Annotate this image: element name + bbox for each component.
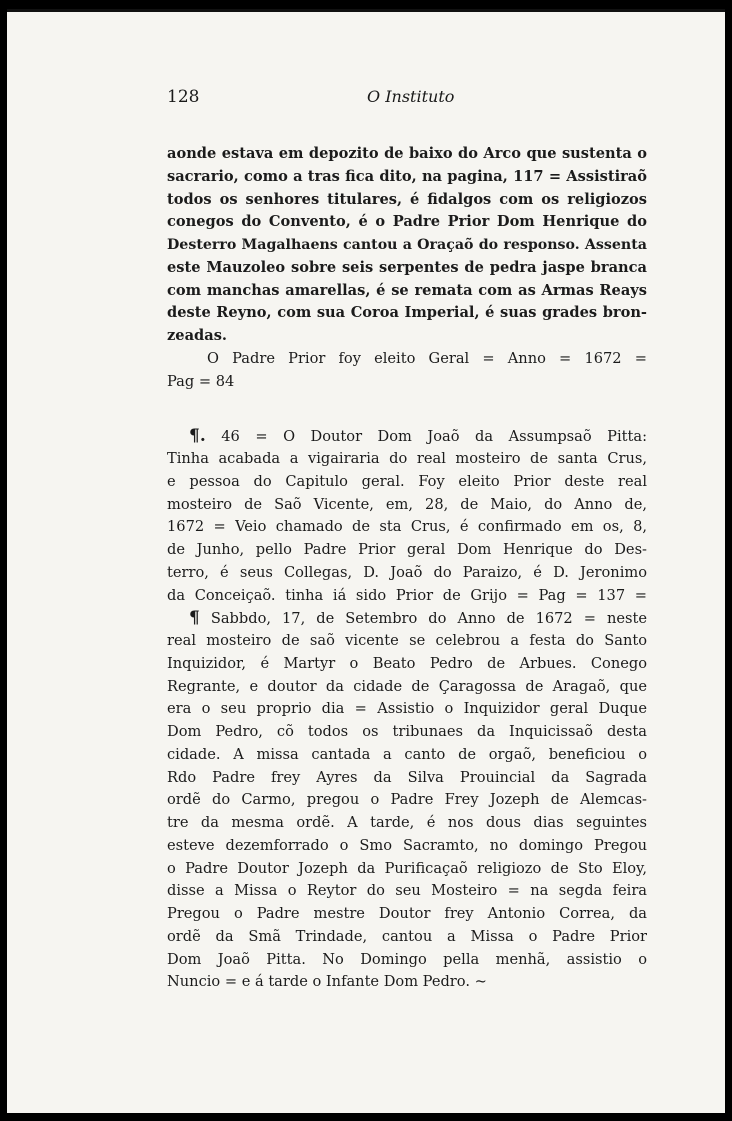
page-header [167, 87, 637, 117]
text-line: deste Reyno, com sua Coroa Imperial, é suas grades bron- [167, 304, 647, 322]
text-line-content: Sabbdo, 17, de Setembro do Anno de 1672 = neste [210, 610, 647, 628]
paragraph-prior-election [167, 348, 647, 394]
paragraph-festival-entry [167, 607, 647, 994]
text-line: da Conceiçaõ. tinha iá sido Prior de Grijo = Pag = 137 = [167, 586, 647, 604]
text-line: Tinha acabada a vigairaria do real mosteiro de santa Crus, [167, 450, 647, 467]
text-line: mosteiro de Saõ Vicente, em, 28, de Maio, do Anno de, [167, 495, 647, 513]
text-line [167, 425, 647, 448]
text-line: Pag = 84 [167, 372, 235, 390]
text-line: de Junho, pello Padre Prior geral Dom Henrique do Des- [167, 541, 647, 558]
text-line: O Padre Prior foy eleito Geral = Anno = 1672 = [207, 349, 647, 367]
pilcrow-mark: ¶ [189, 608, 200, 629]
text-line: disse a Missa o Reytor do seu Mosteiro = na segda feira [167, 882, 647, 900]
text-line: aonde estava em depozito de baixo do Arco que sustenta o [167, 145, 647, 162]
book-page [7, 9, 725, 1113]
paragraph-continuation [167, 143, 647, 348]
paragraph-entry-46 [167, 425, 647, 607]
text-line: com manchas amarellas, é se remata com as Armas Reays [167, 281, 647, 299]
text-line-content: 46 = O Doutor Dom Joaõ da Assumpsaõ Pitta: [221, 428, 647, 446]
text-line: Regrante, e doutor da cidade de Çaragossa de Aragaõ, que [167, 677, 647, 695]
text-line: Nuncio = e á tarde o Infante Dom Pedro. ~ [167, 973, 487, 991]
text-line: Inquizidor, é Martyr o Beato Pedro de Arbues. Conego [167, 654, 647, 672]
text-line: real mosteiro de saõ vicente se celebrou a festa do Santo [167, 632, 647, 649]
page-number: 128 [167, 87, 200, 107]
text-line: Rdo Padre frey Ayres da Silva Prouincial da Sagrada [167, 768, 647, 786]
text-line: era o seu proprio dia = Assistio o Inquizidor geral Duque [167, 700, 647, 718]
pilcrow-mark: ¶. [189, 426, 206, 447]
text-line: conegos do Convento, é o Padre Prior Dom Henrique do [167, 213, 647, 231]
text-line: esteve dezemforrado o Smo Sacramto, no domingo Pregou [167, 836, 647, 854]
text-line: cidade. A missa cantada a canto de orgaõ, beneficiou o [167, 745, 647, 763]
page-top-edge [7, 9, 725, 12]
text-line: o Padre Doutor Jozeph da Purificaçaõ religiozo de Sto Eloy, [167, 859, 647, 877]
page-body [167, 143, 647, 994]
text-line [167, 607, 647, 630]
paragraph-gap [167, 393, 647, 425]
text-line: zeadas. [167, 327, 227, 344]
text-line: terro, é seus Collegas, D. Joaõ do Paraizo, é D. Jeronimo [167, 563, 647, 581]
text-line: este Mauzoleo sobre seis serpentes de pedra jaspe branca [167, 258, 647, 276]
text-line: ordẽ da Smã Trindade, cantou a Missa o Padre Prior [167, 927, 647, 945]
text-line: todos os senhores titulares, é fidalgos com os religiozos [167, 190, 647, 208]
text-line: Pregou o Padre mestre Doutor frey Antonio Correa, da [167, 905, 647, 922]
text-line: e pessoa do Capitulo geral. Foy eleito Prior deste real [167, 472, 647, 490]
text-line: ordẽ do Carmo, pregou o Padre Frey Jozeph de Alemcas- [167, 791, 647, 809]
text-line: Dom Pedro, cõ todos os tribunaes da Inquicissaõ desta [167, 723, 647, 740]
text-line: tre da mesma ordẽ. A tarde, é nos dous dias seguintes [167, 814, 647, 831]
text-line: Dom Joaõ Pitta. No Domingo pella menhã, assistio o [167, 950, 647, 968]
text-line: 1672 = Veio chamado de sta Crus, é confirmado em os, 8, [167, 518, 647, 536]
running-title: O Instituto [367, 87, 455, 106]
text-line: Desterro Magalhaens cantou a Oraçaõ do responso. Assenta [167, 237, 647, 253]
text-line: sacrario, como a tras fica dito, na pagina, 117 = Assistiraõ [167, 167, 647, 185]
